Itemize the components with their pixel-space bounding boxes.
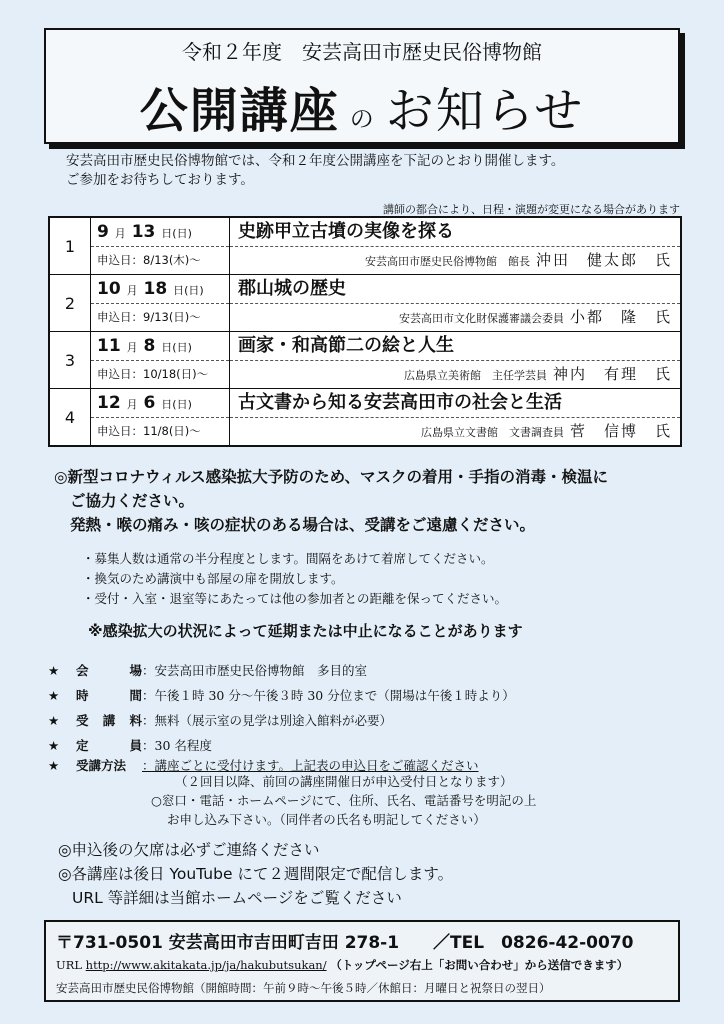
lecture-deadline: 申込日：11/8(日)～: [97, 424, 201, 438]
table-row: [49, 275, 681, 332]
lecturer: 安芸高田市歴史民俗博物館 館長 沖田 健太郎 氏: [364, 251, 672, 269]
lecture-date: 9 月 13 日(日): [91, 218, 229, 247]
lecture-info-cell: [230, 332, 682, 389]
info-fee: [48, 711, 392, 729]
covid-line-2: ご協力ください。: [70, 492, 195, 510]
capacity-label: 定 員: [76, 738, 142, 753]
lecture-title: 古文書から知る安芸高田市の社会と生活: [230, 389, 680, 418]
star-icon: ★: [48, 713, 60, 728]
covid-notice: [54, 465, 608, 537]
intro-line-2: ご参加をお待ちしております。: [66, 172, 254, 188]
postpone-warning: ※感染拡大の状況によって延期または中止になることがあります: [88, 622, 523, 640]
title-tail: お知らせ: [385, 83, 585, 139]
lecture-date-cell: [91, 217, 230, 275]
lecture-title: 郡山城の歴史: [230, 275, 680, 304]
apply-line-2: （２回目以降、前回の講座開催日が申込受付日となります）: [175, 774, 513, 789]
lecture-number: 2: [49, 275, 91, 332]
title-no: の: [349, 105, 376, 133]
lecturer: 広島県立美術館 主任学芸員 神内 有理 氏: [403, 365, 672, 383]
venue-label: 会 場: [76, 663, 142, 678]
precaution-list: [82, 549, 507, 609]
list-item: ・換気のため講演中も部屋の扉を開放します。: [82, 571, 344, 586]
lecture-deadline: 申込日：10/18(日)～: [97, 367, 209, 381]
lecture-date-cell: [91, 332, 230, 389]
list-item: ・募集人数は通常の半分程度とします。間隔をあけて着席してください。: [82, 551, 494, 566]
info-venue: [48, 661, 367, 679]
lecturer: 広島県立文書館 文書調査員 菅 信博 氏: [420, 422, 672, 440]
star-icon: ★: [48, 688, 60, 703]
title-main: 公開講座: [139, 83, 340, 139]
lecture-date-cell: [91, 389, 230, 447]
apply-line-4: お申し込み下さい。（同伴者の氏名も明記してください）: [167, 812, 486, 827]
intro-line-1: 安芸高田市歴史民俗博物館では、令和２年度公開講座を下記のとおり開催します。: [66, 153, 565, 169]
apply-details: [151, 772, 536, 829]
lecture-info-cell: [230, 275, 682, 332]
time-label: 時 間: [76, 688, 142, 703]
lecture-date: 12 月 6 日(日): [91, 389, 229, 418]
fee-label: 受 講 料: [76, 713, 142, 728]
covid-line-1: ◎新型コロナウィルス感染拡大予防のため、マスクの着用・手指の消毒・検温に: [54, 468, 609, 486]
lecture-info-cell: [230, 217, 682, 275]
star-icon: ★: [48, 738, 60, 753]
post-line-3: URL 等詳細は当館ホームページをご覧ください: [72, 889, 402, 907]
list-item: ・受付・入室・退室等にあたっては他の参加者との距離を保ってください。: [82, 591, 508, 606]
venue-value: ：安芸高田市歴史民俗博物館 多目的室: [142, 663, 368, 678]
table-row: [49, 389, 681, 447]
lecture-deadline: 申込日：8/13(木)～: [97, 253, 201, 267]
info-time: [48, 686, 515, 704]
table-row: [49, 217, 681, 275]
info-capacity: [48, 736, 212, 754]
footer-hours: 安芸高田市歴史民俗博物館（開館時間：午前９時～午後５時／休館日：月曜日と祝祭日の翌日）: [56, 981, 551, 995]
star-icon: ★: [48, 758, 60, 773]
lecture-title: 史跡甲立古墳の実像を探る: [230, 218, 680, 247]
lecture-date-cell: [91, 275, 230, 332]
apply-value: ：講座ごとに受付けます。上記表の申込日をご確認ください: [142, 758, 479, 773]
post-line-2: ◎各講座は後日 YouTube にて２週間限定で配信します。: [58, 865, 454, 883]
lecture-number: 1: [49, 217, 91, 275]
apply-label: 受講方法: [76, 758, 127, 773]
table-row: [49, 332, 681, 389]
footer-box: [44, 920, 680, 1002]
change-notice: 講師の都合により、日程・演題が変更になる場合があります: [383, 203, 680, 216]
time-value: ：午後１時 30 分～午後３時 30 分位まで（開場は午後１時より）: [142, 688, 515, 703]
header-box: [44, 28, 680, 144]
lecture-info-cell: [230, 389, 682, 447]
footer-address: 〒731-0501 安芸高田市吉田町吉田 278-1 ／TEL 0826-42-0070: [56, 933, 634, 953]
post-line-1: ◎申込後の欠席は必ずご連絡ください: [58, 841, 320, 859]
url-label: URL: [56, 958, 82, 972]
lecturer: 安芸高田市文化財保護審議会委員 小都 隆 氏: [398, 308, 672, 326]
lecture-date: 10 月 18 日(日): [91, 275, 229, 304]
page-title: [46, 72, 678, 141]
museum-url-link[interactable]: http://www.akitakata.jp/ja/hakubutsukan/: [85, 958, 327, 972]
covid-line-3: 発熱・喉の痛み・咳の症状のある場合は、受講をご遠慮ください。: [70, 516, 536, 534]
header-subtitle: 令和２年度 安芸高田市歴史民俗博物館: [182, 40, 542, 64]
capacity-value: ：30 名程度: [142, 738, 212, 753]
lecture-number: 4: [49, 389, 91, 447]
footer-url-row: [56, 957, 628, 973]
intro-text: [66, 152, 564, 190]
lecture-deadline: 申込日：9/13(日)～: [97, 310, 201, 324]
apply-line-3: ○窓口・電話・ホームページにて、住所、氏名、電話番号を明記の上: [151, 793, 537, 808]
lecture-number: 3: [49, 332, 91, 389]
post-notes: [58, 838, 453, 910]
url-note: （トップページ右上「お問い合わせ」から送信できます）: [330, 958, 629, 972]
lecture-table: [48, 216, 682, 447]
star-icon: ★: [48, 663, 60, 678]
lecture-date: 11 月 8 日(日): [91, 332, 229, 361]
lecture-title: 画家・和高節二の絵と人生: [230, 332, 680, 361]
fee-value: ：無料（展示室の見学は別途入館料が必要）: [142, 713, 393, 728]
